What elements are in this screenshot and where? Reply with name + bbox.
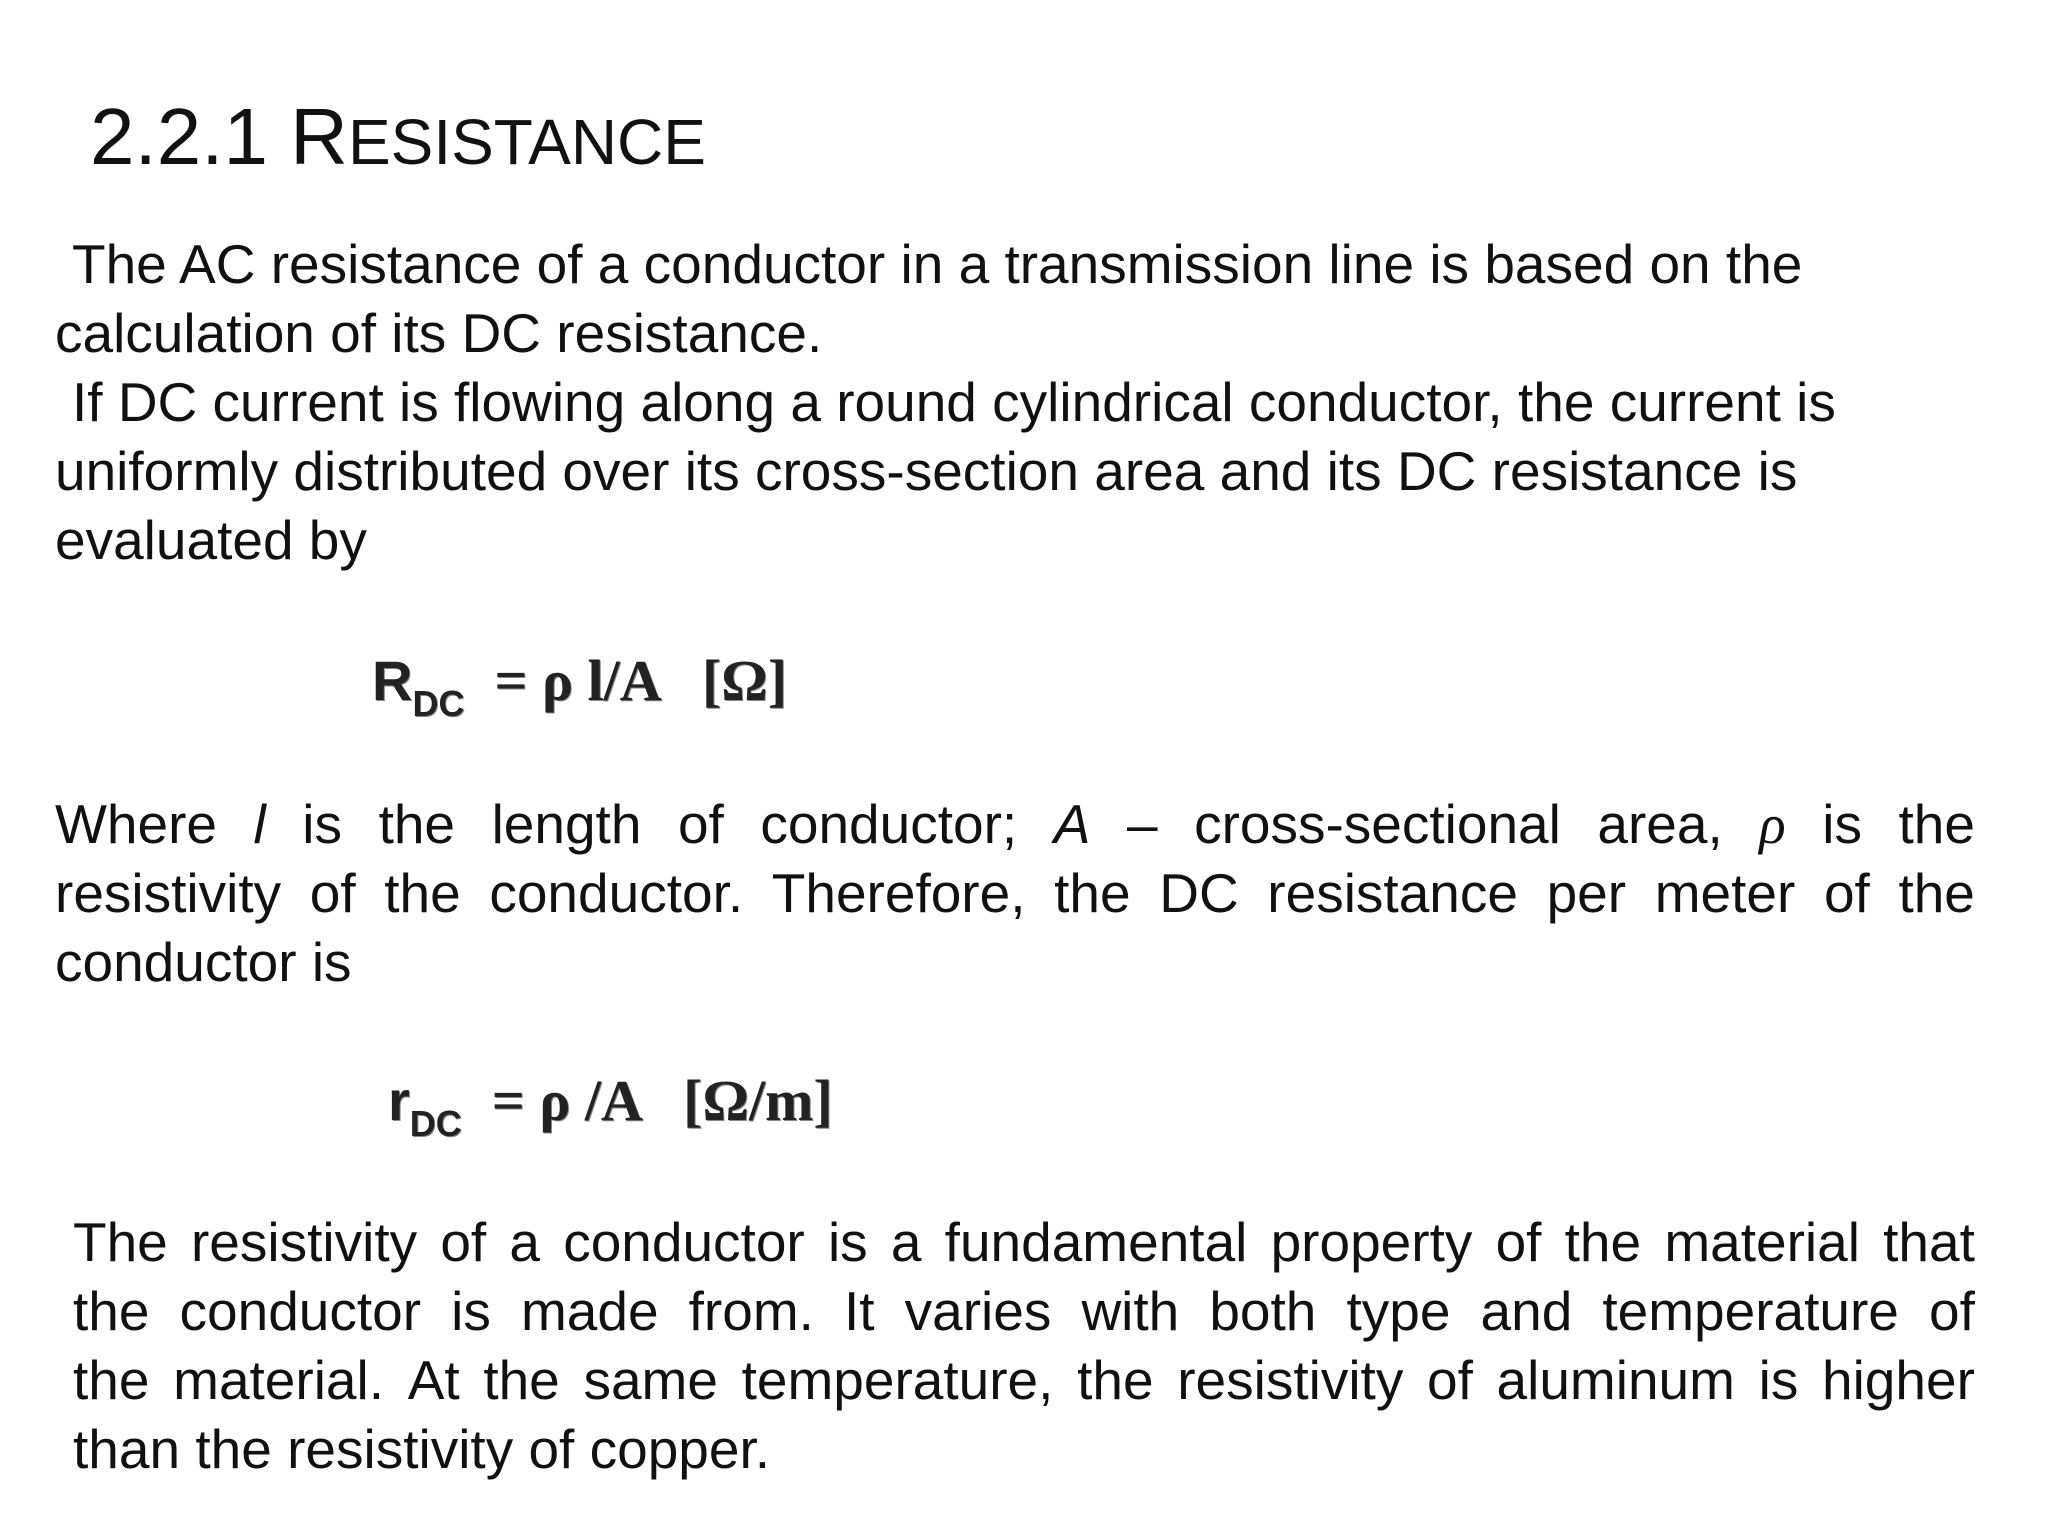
word: is [1758,1349,1799,1411]
word: area, [1597,793,1723,855]
text-line: evaluated by [55,509,367,571]
text-line: If DC current is flowing along a round cylindrical conductor, the current is [72,371,1836,433]
word: of [1823,862,1870,924]
formula-expression: = ρ /A [Ω/m] [491,1068,833,1133]
word: and [1480,1280,1573,1342]
word: with [1081,1280,1180,1342]
word: temperature, [741,1349,1054,1411]
section-title [90,92,706,187]
word: resistivity [1177,1349,1404,1411]
word: resistivity [190,1211,418,1273]
word: of [677,793,724,855]
word: length [491,793,642,855]
word: material. [173,1349,385,1411]
text-line: conductor is [55,931,352,993]
word: the [384,862,461,924]
word: the [1898,793,1975,855]
word: is [302,793,343,855]
word: the [73,1349,150,1411]
formula-dc-resistance [372,646,787,723]
word: of [1928,1280,1975,1342]
word: is [827,1211,868,1273]
word: the [73,1280,150,1342]
word: conductor. [489,862,744,924]
text-line: uniformly distributed over its cross-section area and its DC resistance is [55,440,1798,502]
text-line-justified [73,1346,1975,1415]
text-line: calculation of its DC resistance. [55,302,823,364]
word: higher [1822,1349,1975,1411]
word: of [309,862,356,924]
word: property [1270,1211,1473,1273]
word: the [378,793,456,855]
paragraph-ac-resistance [55,230,1975,575]
word: The [73,1211,168,1273]
word: Therefore, [771,862,1026,924]
word: the [1898,862,1975,924]
word: that [1883,1211,1975,1273]
word: conductor [179,1280,422,1342]
word: the [483,1349,560,1411]
word: conductor [563,1211,805,1273]
formula-symbol: r [388,1069,410,1132]
word: l [253,793,266,855]
word: meter [1654,862,1796,924]
word: aluminum [1496,1349,1735,1411]
word: a [509,1211,540,1273]
word: Where [55,793,217,855]
word: the [1054,862,1131,924]
word: of [440,1211,487,1273]
formula-expression: = ρ l/A [Ω] [494,648,788,713]
word: is [1822,793,1862,855]
section-title-rest: ESISTANCE [347,106,706,178]
text-line: The AC resistance of a conductor in a transmission line is based on the [72,233,1803,295]
word: material [1664,1211,1860,1273]
word: A [1053,793,1091,855]
word: of [1426,1349,1473,1411]
word: a [890,1211,922,1273]
formula-dc-resistance-per-meter [388,1066,833,1143]
section-number: 2.2.1 [90,92,268,181]
word: per [1546,862,1627,924]
text-line-justified [73,1277,1975,1346]
word: It [844,1280,875,1342]
word: varies [904,1280,1052,1342]
text-line-justified [55,790,1975,859]
formula-subscript: DC [412,683,465,724]
paragraph-resistivity [73,1208,1975,1484]
paragraph-where [55,790,1975,997]
formula-subscript: DC [409,1103,462,1144]
word: resistivity [55,862,282,924]
word: the [1564,1211,1642,1273]
word: cross-sectional [1194,793,1561,855]
word: resistance [1267,862,1518,924]
text-line-justified [73,1208,1975,1277]
text-line: than the resistivity of copper. [73,1418,771,1480]
word: the [1077,1349,1154,1411]
word: – [1126,793,1158,855]
word: temperature [1602,1280,1899,1342]
word: made [520,1280,659,1342]
word: conductor; [760,793,1018,855]
word: of [1495,1211,1542,1273]
word: both [1209,1280,1317,1342]
word: fundamental [944,1211,1248,1273]
word: from. [688,1280,814,1342]
section-title-first-letter: R [290,92,348,181]
word: DC [1159,862,1239,924]
word: type [1346,1280,1451,1342]
word: is [451,1280,491,1342]
word: same [583,1349,718,1411]
word: At [407,1349,460,1411]
text-line-justified [55,859,1975,928]
word: ρ [1759,794,1786,855]
formula-symbol: R [372,649,413,712]
